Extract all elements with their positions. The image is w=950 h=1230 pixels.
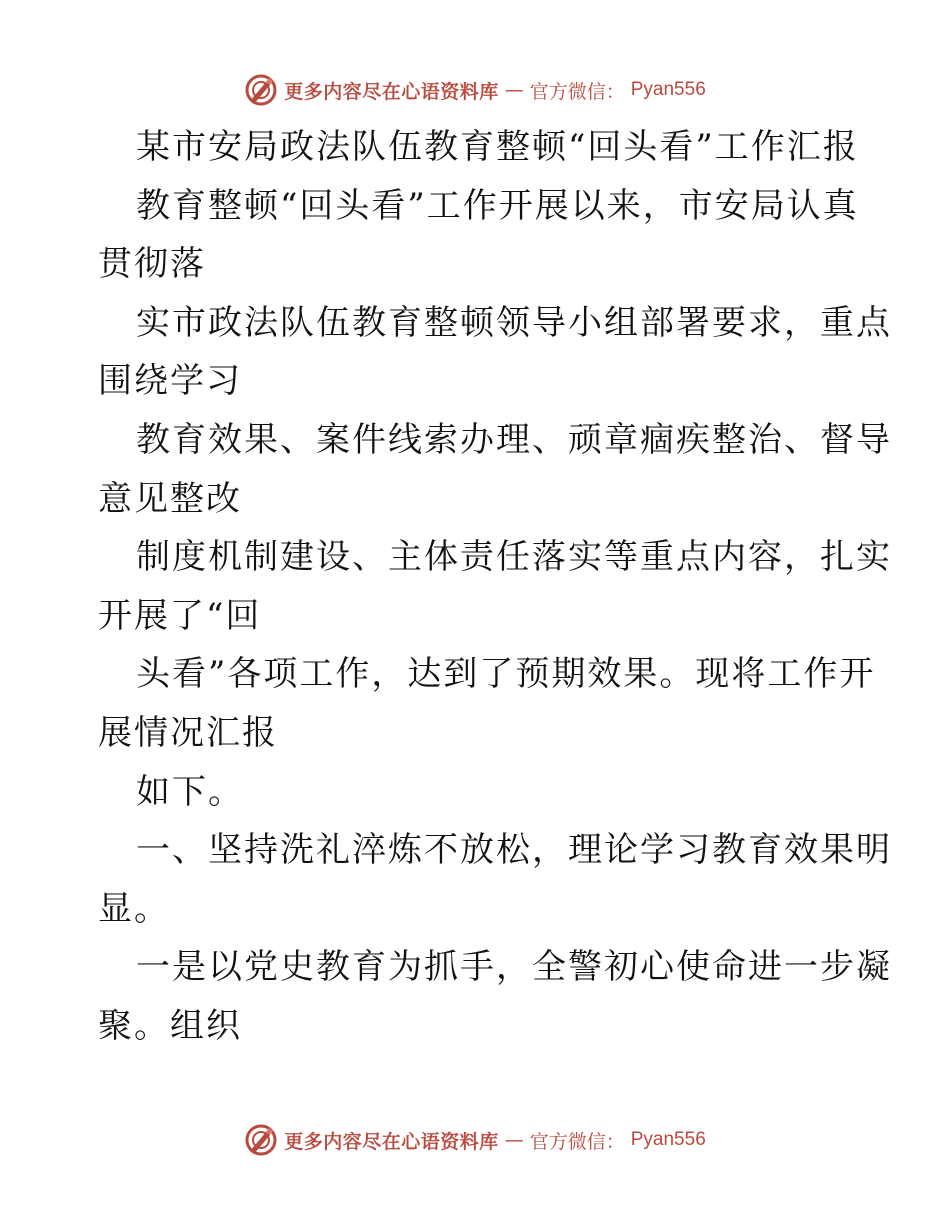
pen-logo-icon [244, 73, 278, 107]
banner-wechat-id: Pyan556 [630, 79, 706, 100]
body-line: 如下。 [136, 771, 244, 812]
banner-title: 更多内容尽在心语资料库 [284, 1130, 499, 1153]
body-line: 一是以党史教育为抓手，全警初心使命进一步凝 [136, 947, 892, 988]
banner-title: 更多内容尽在心语资料库 [284, 80, 499, 103]
body-line: 意见整改 [98, 478, 242, 519]
body-line: 贯彻落 [98, 244, 206, 285]
banner-dash: — [504, 1129, 524, 1151]
body-line: 开展了“回 [98, 595, 262, 636]
banner-wechat-label: 官方微信： [529, 1130, 625, 1153]
header-banner [0, 70, 950, 110]
pen-logo-icon [244, 1123, 278, 1157]
footer-banner [0, 1120, 950, 1160]
body-line: 围绕学习 [98, 361, 242, 402]
body-line: 教育效果、案件线索办理、顽章痼疾整治、督导 [136, 419, 892, 460]
body-line: 显。 [98, 888, 170, 929]
banner-wechat-id: Pyan556 [630, 1129, 706, 1150]
banner-dash: — [504, 79, 524, 101]
banner-wechat-label: 官方微信： [529, 80, 625, 103]
body-line: 制度机制建设、主体责任落实等重点内容，扎实 [136, 537, 892, 578]
body-line: 教育整顿“回头看”工作开展以来，市安局认真 [136, 185, 859, 226]
body-line: 展情况汇报 [98, 712, 278, 753]
section-heading: 一、坚持洗礼淬炼不放松，理论学习教育效果明 [136, 830, 892, 871]
document-body [98, 118, 892, 1056]
body-line: 聚。组织 [98, 1005, 242, 1046]
body-line: 实市政法队伍教育整顿领导小组部署要求，重点 [136, 302, 892, 343]
document-title: 某市安局政法队伍教育整顿“回头看”工作汇报 [136, 127, 859, 167]
body-line: 头看”各项工作，达到了预期效果。现将工作开 [136, 654, 876, 695]
